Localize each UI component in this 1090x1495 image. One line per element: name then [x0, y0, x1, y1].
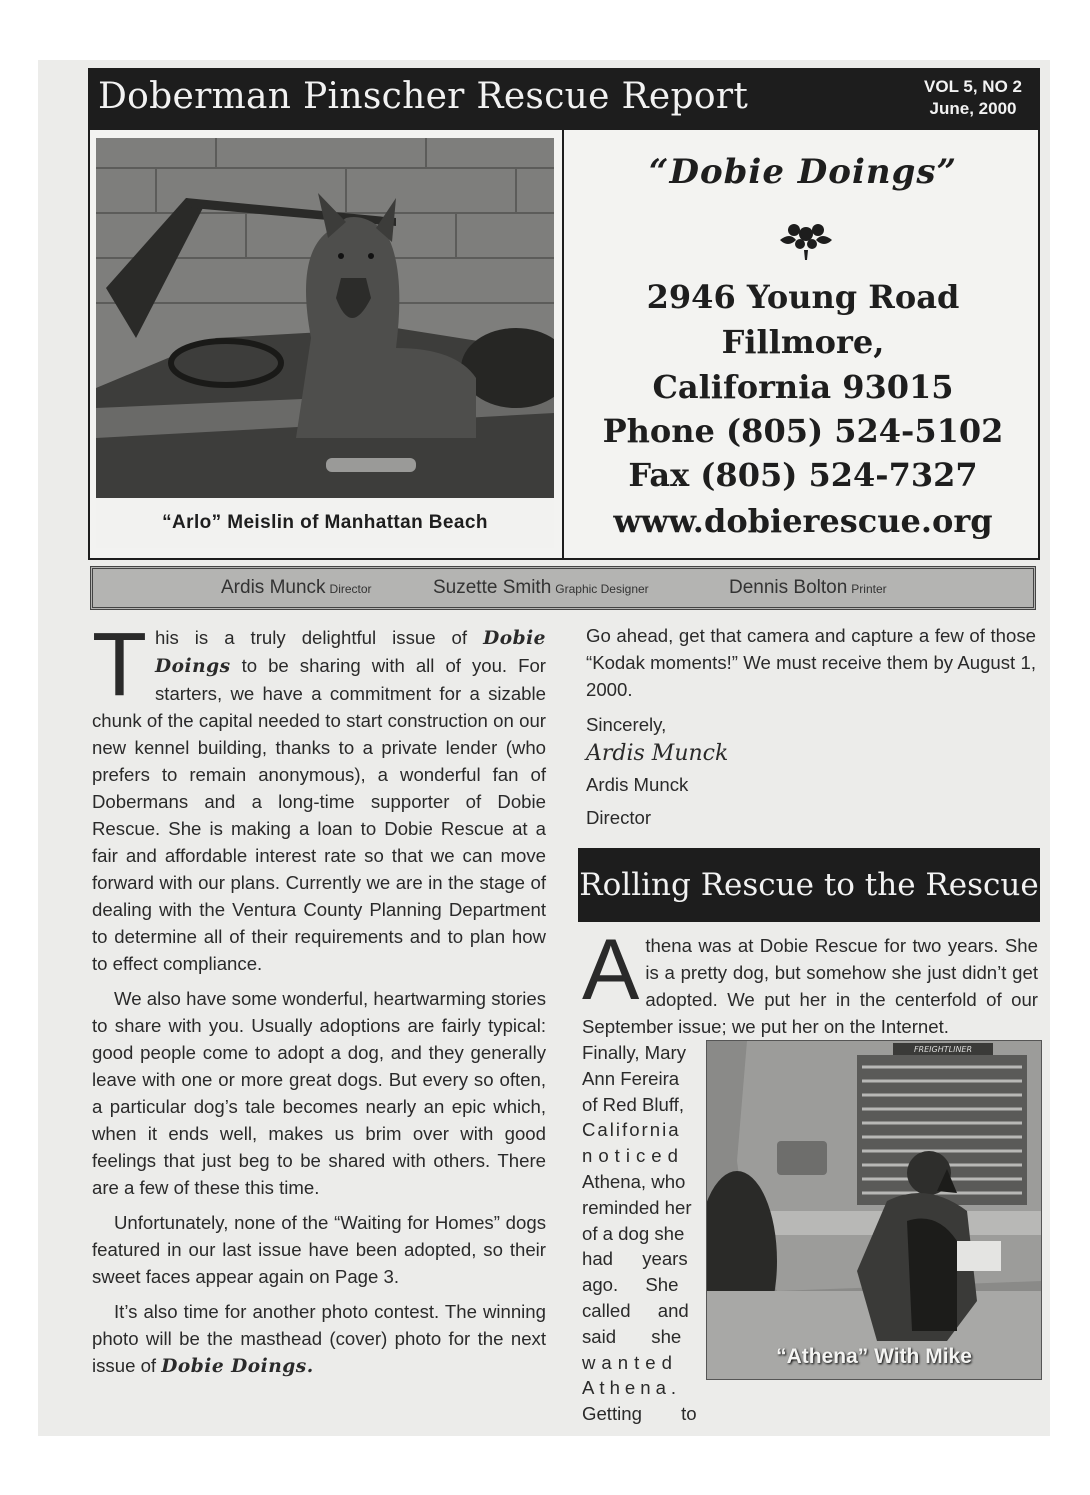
- text-line: of Red Bluff,: [582, 1093, 684, 1115]
- text-line: had years: [582, 1248, 688, 1270]
- athena-photo: [706, 1040, 1042, 1380]
- article-headline: Rolling Rescue to the Rescue: [578, 848, 1040, 922]
- staff-director: [221, 569, 372, 608]
- athena-with-mike-image: [707, 1041, 1041, 1379]
- text-line: reminded her: [582, 1196, 692, 1218]
- contest-paragraph: Go ahead, get that camera and capture a few of those “Kodak moments!” We must receive them by August 1, 2000.: [586, 625, 1036, 700]
- masthead: [88, 68, 1040, 128]
- staff-name: Dennis Bolton: [729, 577, 848, 598]
- left-column: [92, 615, 546, 1388]
- cover-photo: [96, 138, 554, 498]
- staff-role: Printer: [851, 582, 887, 596]
- right-column: [586, 622, 1036, 831]
- staff-designer: [433, 569, 649, 608]
- article-narrow-text: [582, 1040, 698, 1427]
- paragraph-text: It’s also time for another photo contest. The winning photo will be the masthead (cover) photo for the next issue of: [92, 1301, 546, 1376]
- text-line: California: [582, 1119, 681, 1141]
- text-line: Getting to: [582, 1403, 697, 1425]
- signer-name: Ardis Munck: [586, 774, 689, 795]
- state-zip: California 93015: [652, 368, 954, 406]
- text-line: Athena.: [582, 1377, 682, 1399]
- text-line: Ann Fereira: [582, 1067, 680, 1089]
- divider: [562, 130, 564, 560]
- staff-printer: [729, 569, 887, 608]
- newsletter-title: Doberman Pinscher Rescue Report: [98, 76, 749, 117]
- text-line: ago. She: [582, 1274, 679, 1296]
- article-body: [582, 922, 1038, 1040]
- newsletter-name: “Dobie Doings”: [648, 152, 958, 192]
- signer-title: Director: [586, 807, 652, 828]
- paragraph-text: thena was at Dobie Rescue for two years. She is a pretty dog, but somehow she just didn’t get adopted. We put her in the centerfold of our September issue; we put her on the Internet.: [582, 935, 1038, 1037]
- floral-ornament-icon: [776, 210, 836, 262]
- athena-photo-caption: “Athena” With Mike: [776, 1345, 972, 1368]
- text-line: wanted: [582, 1351, 678, 1373]
- doberman-in-car-image: [96, 138, 554, 498]
- staff-role: Graphic Designer: [555, 582, 649, 596]
- issue-info: [924, 76, 1022, 120]
- signature: Ardis Munck: [586, 741, 729, 766]
- paragraph-4: [92, 1298, 546, 1380]
- text-line: Athena, who: [582, 1170, 686, 1192]
- text-line: called and: [582, 1299, 689, 1321]
- article-intro: [582, 922, 1038, 1040]
- staff-name: Ardis Munck: [221, 577, 326, 598]
- drop-cap: T: [92, 615, 147, 715]
- staff-credits: [90, 566, 1036, 610]
- text-line: said she: [582, 1325, 682, 1347]
- text-line: noticed: [582, 1145, 684, 1167]
- contact-block: [566, 130, 1040, 560]
- volume-number: VOL 5, NO 2: [924, 77, 1022, 96]
- staff-role: Director: [329, 582, 372, 596]
- street-address: 2946 Young Road: [646, 278, 960, 316]
- text-line: Finally, Mary: [582, 1042, 686, 1063]
- paragraph-3: Unfortunately, none of the “Waiting for Homes” dogs featured in our last issue have been adopted, so their sweet faces appear again on Page 3.: [92, 1212, 546, 1287]
- city: Fillmore,: [721, 323, 885, 361]
- paragraph-text: to be sharing with all of you. For starters, we have a commitment for a sizable chunk of the capital needed to start construction on our new kennel building, thanks to a private lender (who prefers to remain anonymous), a wonderful fan of Dobermans and a long-time supporter of Dobie Rescue. She is making a loan to Dobie Rescue at a fair and affordable interest rate so that we can move forward with our plans. Currently we are in the stage of dealing with the Ventura County Planning Department to determine all of their requirements and to plan how to effect compliance.: [92, 655, 546, 974]
- closing: Sincerely,: [586, 714, 667, 735]
- staff-name: Suzette Smith: [433, 577, 552, 598]
- cover-block: [88, 128, 1040, 560]
- issue-date: June, 2000: [929, 99, 1017, 118]
- cover-photo-caption: “Arlo” Meislin of Manhattan Beach: [96, 498, 554, 548]
- brand-name: Dobie Doings.: [161, 1356, 314, 1377]
- brand-name: Dobie Doings: [154, 628, 546, 677]
- truck-badge-text: FREIGHTLINER: [913, 1045, 973, 1054]
- text-line: of a dog she: [582, 1222, 685, 1244]
- paragraph-2: We also have some wonderful, heartwarming stories to share with you. Usually adoptions are fairly typical: good people come to adopt a dog, and they generally leave with one or more great dogs. But every so often, a particular dog’s tale becomes nearly an epic which, when it ends well, makes us brim over with good feelings that just beg to be shared with others. There are a few of these this time.: [92, 988, 546, 1198]
- phone-number: Phone (805) 524-5102: [602, 412, 1004, 450]
- paragraph-text: his is a truly delightful issue of: [154, 627, 484, 648]
- fax-number: Fax (805) 524-7327: [628, 456, 978, 494]
- drop-cap: A: [582, 922, 640, 1018]
- website-link[interactable]: www.dobierescue.org: [613, 502, 993, 540]
- intro-paragraph: [92, 615, 546, 977]
